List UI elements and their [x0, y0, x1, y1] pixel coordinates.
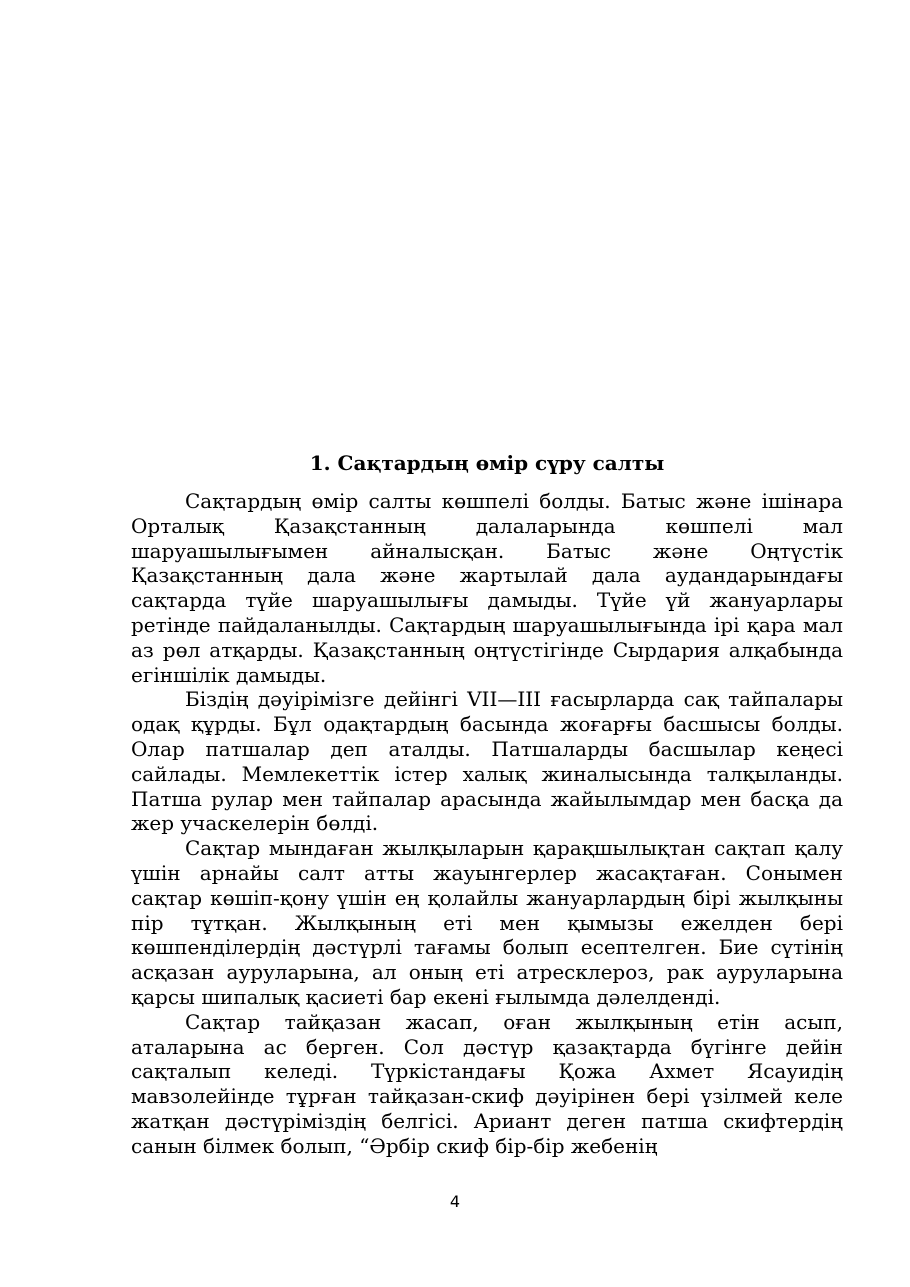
paragraph-4: Сақтар тайқазан жасап, оған жылқының етін асып, аталарына ас берген. Сол дәстүр қазақтарда бүгінге дейін сақталып келеді. Түркістандағы Қожа Ахмет Ясауидің мавзолейінде тұрған тайқазан-скиф дәуірінен бері үзілмей келе жатқан дәстүріміздің белгісі. Ариант деген патша скифтердің санын білмек болып, “Әрбір скиф бір-бір жебенің: [131, 1009, 843, 1158]
paragraph-2: Біздің дәуірімізге дейінгі VII—III ғасырларда сақ тайпалары одақ құрды. Бұл одақтардың басында жоғарғы басшысы болды. Олар патшалар деп аталды. Патшаларды басшылар кеңесі сайлады. Мемлекеттік істер халық жиналысында талқыланды. Патша рулар мен тайпалар арасында жайылымдар мен басқа да жер учаскелерін бөлді.: [131, 687, 843, 836]
page-number: 4: [449, 1192, 461, 1211]
section-heading: 1. Сақтардың өмір сүру салты: [309, 451, 665, 475]
paragraph-3: Сақтар мындаған жылқыларын қарақшылықтан сақтап қалу үшін арнайы салт атты жауынгерлер жасақтаған. Сонымен сақтар көшіп-қону үшін ең қолайлы жануарлардың бірі жылқыны пір тұтқан. Жылқының еті мен қымызы ежелден бері көшпенділердің дәстүрлі тағамы болып есептелген. Бие сүтінің асқазан ауруларына, ал оның еті атресклероз, рак ауруларына қарсы шипалық қасиеті бар екені ғылымда дәлелденді.: [131, 836, 843, 1009]
paragraph-1: Сақтардың өмір салты көшпелі болды. Батыс және ішінара Орталық Қазақстанның далаларында көшпелі мал шаруашылығымен айналысқан. Батыс және Оңтүстік Қазақстанның дала және жартылай дала аудандарындағы сақтарда түйе шаруашылығы дамыды. Түйе үй жануарлары ретінде пайдаланылды. Сақтардың шаруашылығында ірі қара мал аз рөл атқарды. Қазақстанның оңтүстігінде Сырдария алқабында егіншілік дамыды.: [131, 489, 843, 687]
body-text: [131, 489, 843, 1159]
